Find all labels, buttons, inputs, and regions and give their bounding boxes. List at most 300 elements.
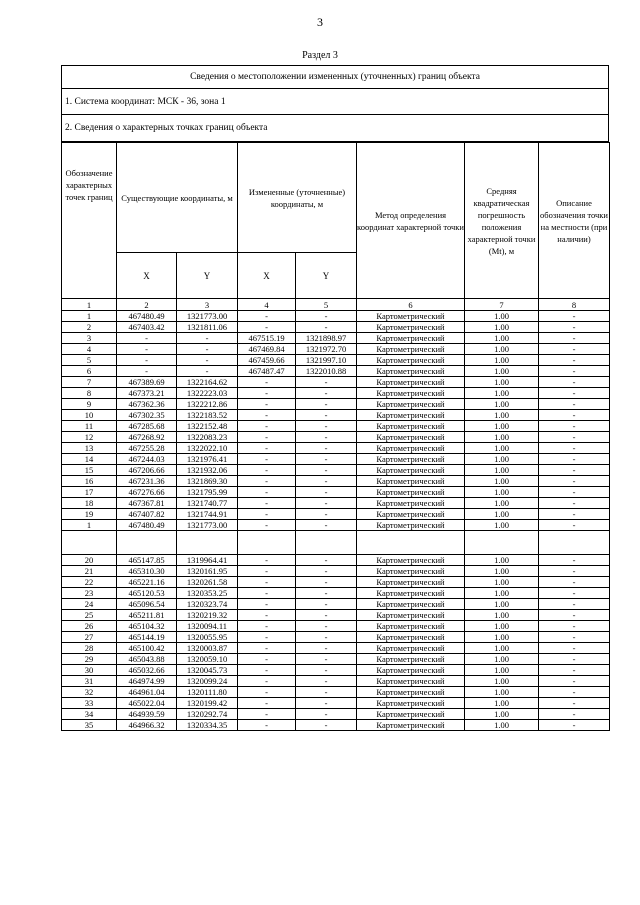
table-cell: 1.00	[465, 698, 539, 709]
table-row	[62, 377, 610, 388]
table-cell: Картометрический	[357, 421, 465, 432]
table-cell: 1321869.30	[177, 476, 238, 487]
table-cell: -	[539, 698, 610, 709]
table-cell: 1320099.24	[177, 676, 238, 687]
table-cell: 9	[62, 399, 117, 410]
table-row	[62, 476, 610, 487]
table-cell: 1.00	[465, 643, 539, 654]
table-cell: 1.00	[465, 476, 539, 487]
table-cell: Картометрический	[357, 610, 465, 621]
table-cell: 1320219.32	[177, 610, 238, 621]
table-cell: -	[539, 366, 610, 377]
table-cell: 30	[62, 665, 117, 676]
table-row	[62, 443, 610, 454]
table-cell: -	[238, 509, 296, 520]
table-row	[62, 720, 610, 731]
table-cell: Картометрический	[357, 599, 465, 610]
table-cell: -	[539, 388, 610, 399]
table-cell: -	[296, 566, 357, 577]
table-row	[62, 311, 610, 322]
table-cell: -	[296, 599, 357, 610]
table-cell: -	[296, 377, 357, 388]
table-cell: -	[238, 421, 296, 432]
table-cell: Картометрический	[357, 520, 465, 531]
table-cell: -	[539, 443, 610, 454]
table-cell: 1321997.10	[296, 355, 357, 366]
table-cell: 16	[62, 476, 117, 487]
table-cell: 1321898.97	[296, 333, 357, 344]
table-cell: 467515.19	[238, 333, 296, 344]
table-cell: -	[238, 654, 296, 665]
table-cell: 1.00	[465, 520, 539, 531]
table-cell: 467373.21	[117, 388, 177, 399]
table-cell: 1.00	[465, 388, 539, 399]
table-cell: 1.00	[465, 487, 539, 498]
boundary-points-table	[61, 142, 610, 731]
table-cell: -	[296, 632, 357, 643]
table-cell: 26	[62, 621, 117, 632]
table-row	[62, 454, 610, 465]
table-row	[62, 698, 610, 709]
table-cell: -	[539, 687, 610, 698]
table-cell: 1320161.95	[177, 566, 238, 577]
table-cell: -	[117, 344, 177, 355]
table-cell: -	[539, 322, 610, 333]
table-cell: 1	[62, 520, 117, 531]
table-row	[62, 643, 610, 654]
column-number: 2	[117, 299, 177, 311]
table-cell: 34	[62, 709, 117, 720]
table-cell: 1321795.99	[177, 487, 238, 498]
table-cell: 467285.68	[117, 421, 177, 432]
table-cell: 1.00	[465, 588, 539, 599]
table-cell: -	[238, 588, 296, 599]
table-row	[62, 465, 610, 476]
table-cell: -	[296, 476, 357, 487]
table-cell: -	[539, 610, 610, 621]
table-cell: -	[539, 410, 610, 421]
table-cell: 1322083.23	[177, 432, 238, 443]
table-cell: Картометрический	[357, 388, 465, 399]
table-cell: 1.00	[465, 322, 539, 333]
table-cell: 11	[62, 421, 117, 432]
table-cell: -	[117, 333, 177, 344]
table-cell: Картометрический	[357, 676, 465, 687]
table-cell: 32	[62, 687, 117, 698]
table-cell: -	[238, 555, 296, 566]
empty-cell	[357, 531, 465, 555]
column-number: 5	[296, 299, 357, 311]
table-cell: Картометрический	[357, 311, 465, 322]
table-cell: -	[539, 621, 610, 632]
table-cell: 1.00	[465, 687, 539, 698]
header-changed-coords: Измененные (уточненные) координаты, м	[238, 143, 357, 253]
table-cell: 1.00	[465, 454, 539, 465]
table-cell: Картометрический	[357, 654, 465, 665]
table-cell: 31	[62, 676, 117, 687]
table-cell: -	[539, 465, 610, 476]
header-point-designation: Обозначение характерных точек границ	[62, 143, 117, 299]
empty-cell	[177, 531, 238, 555]
table-cell: 1320261.58	[177, 577, 238, 588]
table-row	[62, 520, 610, 531]
table-cell: 28	[62, 643, 117, 654]
table-cell: -	[539, 520, 610, 531]
table-row	[62, 410, 610, 421]
table-cell: 467469.84	[238, 344, 296, 355]
table-cell: -	[296, 610, 357, 621]
table-cell: 1320353.25	[177, 588, 238, 599]
header-description: Описание обозначения точки на местности (при наличии)	[539, 143, 610, 299]
table-cell: -	[296, 443, 357, 454]
column-number: 6	[357, 299, 465, 311]
table-cell: -	[539, 632, 610, 643]
table-cell: -	[539, 355, 610, 366]
table-cell: 1.00	[465, 355, 539, 366]
table-cell: -	[238, 520, 296, 531]
column-number: 4	[238, 299, 296, 311]
table-cell: -	[238, 498, 296, 509]
table-cell: Картометрический	[357, 643, 465, 654]
table-cell: -	[177, 355, 238, 366]
empty-cell	[62, 531, 117, 555]
header-exist-y: Y	[177, 253, 238, 299]
table-cell: -	[296, 520, 357, 531]
table-cell: Картометрический	[357, 487, 465, 498]
table-cell: 465043.88	[117, 654, 177, 665]
table-cell: -	[177, 333, 238, 344]
table-cell: -	[296, 643, 357, 654]
empty-cell	[117, 531, 177, 555]
table-cell: 33	[62, 698, 117, 709]
table-row	[62, 498, 610, 509]
table-row	[62, 388, 610, 399]
table-cell: 465120.53	[117, 588, 177, 599]
table-cell: 467255.28	[117, 443, 177, 454]
table-cell: -	[296, 432, 357, 443]
column-number: 1	[62, 299, 117, 311]
table-cell: -	[296, 654, 357, 665]
empty-cell	[238, 531, 296, 555]
table-cell: 465144.19	[117, 632, 177, 643]
table-cell: -	[296, 555, 357, 566]
table-row	[62, 687, 610, 698]
table-cell: 1.00	[465, 311, 539, 322]
table-cell: 18	[62, 498, 117, 509]
table-cell: 1320059.10	[177, 654, 238, 665]
table-cell: 1321972.70	[296, 344, 357, 355]
table-cell: 1320094.11	[177, 621, 238, 632]
table-cell: 1.00	[465, 421, 539, 432]
table-cell: -	[238, 720, 296, 731]
table-cell: Картометрический	[357, 720, 465, 731]
table-cell: -	[539, 311, 610, 322]
table-cell: 467244.03	[117, 454, 177, 465]
table-cell: 465096.54	[117, 599, 177, 610]
table-cell: -	[296, 322, 357, 333]
table-cell: 467206.66	[117, 465, 177, 476]
table-cell: 1.00	[465, 676, 539, 687]
table-cell: -	[238, 377, 296, 388]
table-cell: 1.00	[465, 410, 539, 421]
table-cell: 465032.66	[117, 665, 177, 676]
table-cell: -	[539, 577, 610, 588]
table-cell: -	[539, 498, 610, 509]
table-cell: -	[296, 388, 357, 399]
table-cell: Картометрический	[357, 577, 465, 588]
table-cell: Картометрический	[357, 665, 465, 676]
table-cell: Картометрический	[357, 377, 465, 388]
table-cell: 467389.69	[117, 377, 177, 388]
table-cell: -	[539, 333, 610, 344]
table-cell: -	[238, 388, 296, 399]
table-cell: Картометрический	[357, 588, 465, 599]
table-title: Сведения о местоположении измененных (уточненных) границ объекта	[61, 65, 609, 89]
table-cell: -	[539, 720, 610, 731]
table-cell: -	[539, 344, 610, 355]
table-cell: 10	[62, 410, 117, 421]
table-cell: Картометрический	[357, 443, 465, 454]
table-cell: Картометрический	[357, 621, 465, 632]
table-cell: 15	[62, 465, 117, 476]
table-row	[62, 665, 610, 676]
table-cell: -	[296, 687, 357, 698]
table-cell: -	[539, 377, 610, 388]
table-cell: -	[539, 599, 610, 610]
table-row	[62, 421, 610, 432]
table-cell: -	[539, 454, 610, 465]
table-cell: -	[539, 665, 610, 676]
table-cell: 35	[62, 720, 117, 731]
table-cell: 467403.42	[117, 322, 177, 333]
table-cell: Картометрический	[357, 344, 465, 355]
table-cell: 467459.66	[238, 355, 296, 366]
table-cell: 1.00	[465, 333, 539, 344]
table-cell: 23	[62, 588, 117, 599]
table-cell: 467302.35	[117, 410, 177, 421]
table-cell: 1	[62, 311, 117, 322]
table-cell: 1320292.74	[177, 709, 238, 720]
table-cell: -	[117, 366, 177, 377]
table-row	[62, 487, 610, 498]
table-cell: 27	[62, 632, 117, 643]
table-cell: 1.00	[465, 709, 539, 720]
empty-cell	[296, 531, 357, 555]
table-cell: 1320045.73	[177, 665, 238, 676]
table-cell: 1321976.41	[177, 454, 238, 465]
table-cell: 467480.49	[117, 311, 177, 322]
table-cell: -	[539, 709, 610, 720]
table-row	[62, 621, 610, 632]
table-cell: -	[539, 643, 610, 654]
table-row	[62, 344, 610, 355]
table-cell: 4	[62, 344, 117, 355]
table-cell: 465100.42	[117, 643, 177, 654]
table-cell: 1.00	[465, 377, 539, 388]
table-cell: -	[238, 476, 296, 487]
table-cell: -	[238, 487, 296, 498]
table-cell: 1320323.74	[177, 599, 238, 610]
table-cell: Картометрический	[357, 509, 465, 520]
table-cell: 2	[62, 322, 117, 333]
table-row	[62, 566, 610, 577]
table-cell: 1.00	[465, 632, 539, 643]
table-cell: 464939.59	[117, 709, 177, 720]
table-cell: -	[238, 665, 296, 676]
table-cell: 1322164.62	[177, 377, 238, 388]
table-cell: -	[238, 432, 296, 443]
table-cell: Картометрический	[357, 687, 465, 698]
table-cell: -	[296, 720, 357, 731]
table-body	[62, 311, 610, 731]
table-cell: -	[296, 588, 357, 599]
table-row	[62, 610, 610, 621]
table-cell: 3	[62, 333, 117, 344]
table-cell: 464966.32	[117, 720, 177, 731]
table-cell: -	[238, 632, 296, 643]
header-changed-y: Y	[296, 253, 357, 299]
table-cell: -	[238, 454, 296, 465]
table-cell: -	[238, 465, 296, 476]
table-cell: -	[177, 344, 238, 355]
table-cell: -	[539, 476, 610, 487]
table-cell: -	[296, 577, 357, 588]
table-cell: -	[296, 454, 357, 465]
table-cell: -	[238, 643, 296, 654]
table-cell: 1.00	[465, 366, 539, 377]
table-cell: 1322010.88	[296, 366, 357, 377]
table-cell: -	[539, 566, 610, 577]
table-cell: -	[238, 566, 296, 577]
table-cell: 29	[62, 654, 117, 665]
table-cell: 1322152.48	[177, 421, 238, 432]
table-cell: 465022.04	[117, 698, 177, 709]
table-cell: Картометрический	[357, 432, 465, 443]
table-cell: 1321740.77	[177, 498, 238, 509]
table-cell: -	[238, 621, 296, 632]
table-cell: Картометрический	[357, 333, 465, 344]
table-cell: 467231.36	[117, 476, 177, 487]
table-cell: Картометрический	[357, 355, 465, 366]
table-cell: Картометрический	[357, 709, 465, 720]
table-cell: 467480.49	[117, 520, 177, 531]
table-cell: 1.00	[465, 610, 539, 621]
table-cell: -	[539, 399, 610, 410]
table-cell: 1.00	[465, 498, 539, 509]
header-existing-coords: Существующие координаты, м	[117, 143, 238, 253]
table-cell: 1321932.06	[177, 465, 238, 476]
table-cell: 1320111.80	[177, 687, 238, 698]
table-cell: -	[296, 410, 357, 421]
table-cell: 1.00	[465, 555, 539, 566]
table-cell: 464961.04	[117, 687, 177, 698]
table-cell: 1.00	[465, 577, 539, 588]
table-cell: -	[539, 432, 610, 443]
table-cell: 1.00	[465, 432, 539, 443]
table-cell: -	[539, 555, 610, 566]
table-cell: 1.00	[465, 566, 539, 577]
table-cell: 467276.66	[117, 487, 177, 498]
table-cell: 467367.81	[117, 498, 177, 509]
table-cell: -	[296, 665, 357, 676]
table-cell: -	[539, 509, 610, 520]
table-cell: 1320055.95	[177, 632, 238, 643]
table-cell: 1322183.52	[177, 410, 238, 421]
table-row	[62, 654, 610, 665]
table-cell: 5	[62, 355, 117, 366]
table-cell: -	[238, 676, 296, 687]
empty-cell	[539, 531, 610, 555]
table-cell: -	[296, 421, 357, 432]
table-cell: -	[296, 465, 357, 476]
table-cell: 1.00	[465, 344, 539, 355]
table-cell: 1.00	[465, 720, 539, 731]
table-cell: 465104.32	[117, 621, 177, 632]
table-cell: -	[238, 443, 296, 454]
table-cell: 12	[62, 432, 117, 443]
table-cell: Картометрический	[357, 465, 465, 476]
table-row	[62, 709, 610, 720]
table-cell: 1.00	[465, 654, 539, 665]
table-cell: -	[238, 709, 296, 720]
table-cell: -	[296, 487, 357, 498]
table-cell: 464974.99	[117, 676, 177, 687]
table-cell: 20	[62, 555, 117, 566]
header-rms-error: Средняя квадратическая погрешность положения характерной точки (Mt), м	[465, 143, 539, 299]
table-cell: -	[296, 698, 357, 709]
table-cell: -	[177, 366, 238, 377]
table-cell: -	[296, 498, 357, 509]
table-cell: -	[238, 577, 296, 588]
coordinate-system-line: 1. Система координат: МСК - 36, зона 1	[61, 89, 609, 115]
table-cell: 465221.16	[117, 577, 177, 588]
table-cell: 6	[62, 366, 117, 377]
table-cell: 14	[62, 454, 117, 465]
table-cell: 1.00	[465, 509, 539, 520]
table-cell: 1321773.00	[177, 520, 238, 531]
table-cell: 7	[62, 377, 117, 388]
table-cell: 19	[62, 509, 117, 520]
table-cell: -	[238, 698, 296, 709]
table-cell: 467268.92	[117, 432, 177, 443]
table-row	[62, 509, 610, 520]
table-row	[62, 333, 610, 344]
table-cell: Картометрический	[357, 566, 465, 577]
table-cell: 1322223.03	[177, 388, 238, 399]
table-row	[62, 322, 610, 333]
table-cell: -	[238, 687, 296, 698]
page-number: 3	[317, 15, 323, 29]
table-cell: -	[238, 311, 296, 322]
table-cell: 467487.47	[238, 366, 296, 377]
table-cell: Картометрический	[357, 454, 465, 465]
table-cell: 25	[62, 610, 117, 621]
table-cell: 1.00	[465, 465, 539, 476]
table-row	[62, 555, 610, 566]
table-cell: Картометрический	[357, 399, 465, 410]
header-exist-x: X	[117, 253, 177, 299]
table-cell: 8	[62, 388, 117, 399]
table-cell: -	[296, 509, 357, 520]
table-cell: Картометрический	[357, 632, 465, 643]
table-cell: -	[539, 487, 610, 498]
table-cell: 24	[62, 599, 117, 610]
table-cell: 465310.30	[117, 566, 177, 577]
table-cell: 1322022.10	[177, 443, 238, 454]
table-cell: 465211.81	[117, 610, 177, 621]
table-cell: 1320003.87	[177, 643, 238, 654]
table-cell: 1.00	[465, 599, 539, 610]
